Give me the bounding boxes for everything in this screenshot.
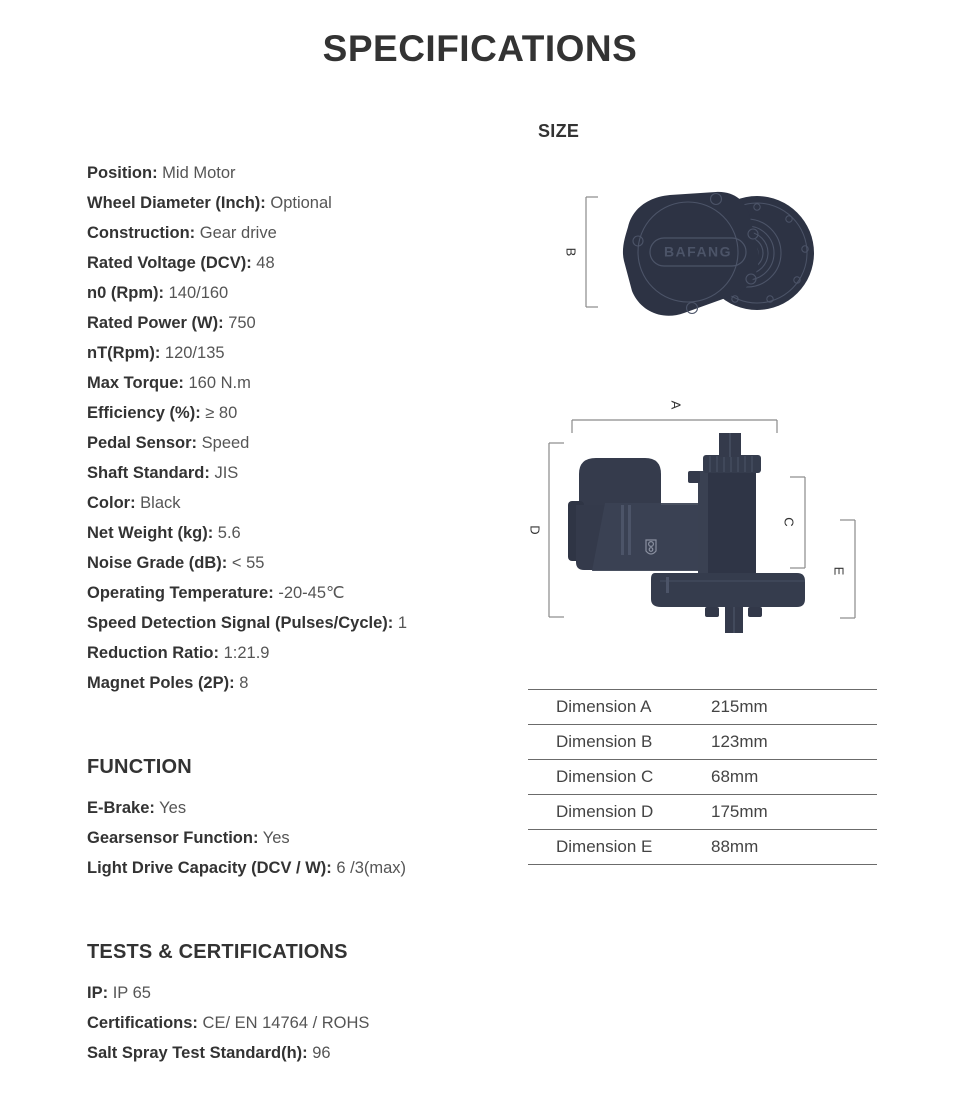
spec-label: nT(Rpm): — [87, 344, 161, 362]
function-heading: FUNCTION — [87, 756, 192, 778]
table-row — [528, 725, 877, 760]
spec-line — [87, 398, 507, 428]
dimension-name-cell: Dimension D — [528, 795, 711, 830]
dimension-bracket-d — [549, 443, 564, 617]
spec-label: Light Drive Capacity (DCV / W): — [87, 859, 332, 877]
tests-certifications-block — [87, 941, 507, 1068]
spec-line — [87, 368, 507, 398]
spec-label: Rated Power (W): — [87, 314, 224, 332]
spec-line — [87, 158, 507, 188]
spec-label: Salt Spray Test Standard(h): — [87, 1044, 308, 1062]
dimension-value-cell: 68mm — [711, 760, 877, 795]
spec-label: Color: — [87, 494, 136, 512]
size-heading: SIZE — [538, 121, 580, 141]
dimension-name-cell: Dimension C — [528, 760, 711, 795]
spec-line — [87, 458, 507, 488]
spec-line — [87, 248, 507, 278]
spec-value: 750 — [228, 314, 256, 332]
spec-value: 6 /3(max) — [336, 859, 407, 877]
spec-label: Shaft Standard: — [87, 464, 210, 482]
spec-line — [87, 578, 507, 608]
dimension-value-cell: 88mm — [711, 830, 877, 865]
motor-side-view-figure — [520, 175, 960, 325]
size-column — [520, 0, 960, 1118]
motor-front-view-figure — [520, 385, 960, 635]
spec-value: 1:21.9 — [223, 644, 270, 662]
spec-label: E-Brake: — [87, 799, 155, 817]
spec-line — [87, 218, 507, 248]
table-row — [528, 690, 877, 725]
spec-label: Speed Detection Signal (Pulses/Cycle): — [87, 614, 394, 632]
spec-label: Magnet Poles (2P): — [87, 674, 235, 692]
spec-line — [87, 978, 507, 1008]
spec-line — [87, 488, 507, 518]
spec-label: Rated Voltage (DCV): — [87, 254, 252, 272]
dimension-label-b: B — [563, 247, 579, 257]
spec-label: Gearsensor Function: — [87, 829, 259, 847]
specifications-column — [87, 158, 507, 1068]
spec-value: < 55 — [231, 554, 265, 572]
dimension-name-cell: Dimension A — [528, 690, 711, 725]
specifications-list — [87, 158, 507, 698]
spec-value: 120/135 — [164, 344, 225, 362]
spec-label: Efficiency (%): — [87, 404, 201, 422]
spec-line — [87, 338, 507, 368]
spec-line — [87, 278, 507, 308]
spec-line — [87, 668, 507, 698]
dimension-table — [528, 689, 877, 865]
dimension-label-a: A — [668, 400, 684, 410]
spec-value: Yes — [159, 799, 187, 817]
spec-line — [87, 638, 507, 668]
spec-label: Reduction Ratio: — [87, 644, 219, 662]
spec-value: JIS — [214, 464, 239, 482]
spec-value: Speed — [201, 434, 250, 452]
function-list — [87, 793, 507, 883]
spec-value: -20-45℃ — [278, 584, 345, 602]
spec-line — [87, 308, 507, 338]
motor-front-view-body — [568, 433, 805, 633]
spec-value: 8 — [239, 674, 249, 692]
spec-line — [87, 188, 507, 218]
spec-line — [87, 793, 507, 823]
spec-label: n0 (Rpm): — [87, 284, 164, 302]
spec-label: Position: — [87, 164, 158, 182]
dimension-bracket-a — [572, 420, 777, 433]
dimension-bracket-b — [586, 197, 598, 307]
spec-value: IP 65 — [112, 984, 151, 1002]
spec-value: Gear drive — [199, 224, 277, 242]
spec-label: Construction: — [87, 224, 196, 242]
table-row — [528, 795, 877, 830]
spec-line — [87, 428, 507, 458]
spec-value: 160 N.m — [188, 374, 251, 392]
spec-label: Noise Grade (dB): — [87, 554, 228, 572]
function-block — [87, 756, 507, 883]
spec-value: Yes — [262, 829, 290, 847]
spec-value: 1 — [397, 614, 408, 632]
page-title: SPECIFICATIONS — [322, 28, 638, 69]
spec-line — [87, 1008, 507, 1038]
spec-line — [87, 853, 507, 883]
table-row — [528, 830, 877, 865]
spec-label: IP: — [87, 984, 109, 1002]
spec-value: Black — [140, 494, 181, 512]
spec-line — [87, 1038, 507, 1068]
dimension-name-cell: Dimension B — [528, 725, 711, 760]
table-row — [528, 760, 877, 795]
spec-value: 140/160 — [168, 284, 229, 302]
spec-value: Mid Motor — [162, 164, 236, 182]
dimension-label-c: C — [781, 517, 797, 527]
spec-label: Max Torque: — [87, 374, 184, 392]
dimension-value-cell: 123mm — [711, 725, 877, 760]
spec-label: Certifications: — [87, 1014, 198, 1032]
spec-value: CE/ EN 14764 / ROHS — [202, 1014, 370, 1032]
tests-certifications-list — [87, 978, 507, 1068]
spec-line — [87, 608, 507, 638]
spec-value: 96 — [312, 1044, 331, 1062]
dimension-label-e: E — [831, 566, 847, 576]
spec-label: Wheel Diameter (Inch): — [87, 194, 266, 212]
spec-value: 5.6 — [217, 524, 241, 542]
tests-certifications-heading: TESTS & CERTIFICATIONS — [87, 941, 348, 963]
spec-label: Operating Temperature: — [87, 584, 274, 602]
spec-value: ≥ 80 — [205, 404, 238, 422]
dimension-value-cell: 175mm — [711, 795, 877, 830]
dimension-value-cell: 215mm — [711, 690, 877, 725]
spec-label: Net Weight (kg): — [87, 524, 214, 542]
spec-value: Optional — [270, 194, 332, 212]
spec-label: Pedal Sensor: — [87, 434, 198, 452]
spec-line — [87, 518, 507, 548]
dimension-name-cell: Dimension E — [528, 830, 711, 865]
spec-line — [87, 548, 507, 578]
spec-value: 48 — [256, 254, 275, 272]
bafang-brand-text: BAFANG — [663, 243, 733, 260]
spec-line — [87, 823, 507, 853]
dimension-label-d: D — [527, 525, 543, 535]
